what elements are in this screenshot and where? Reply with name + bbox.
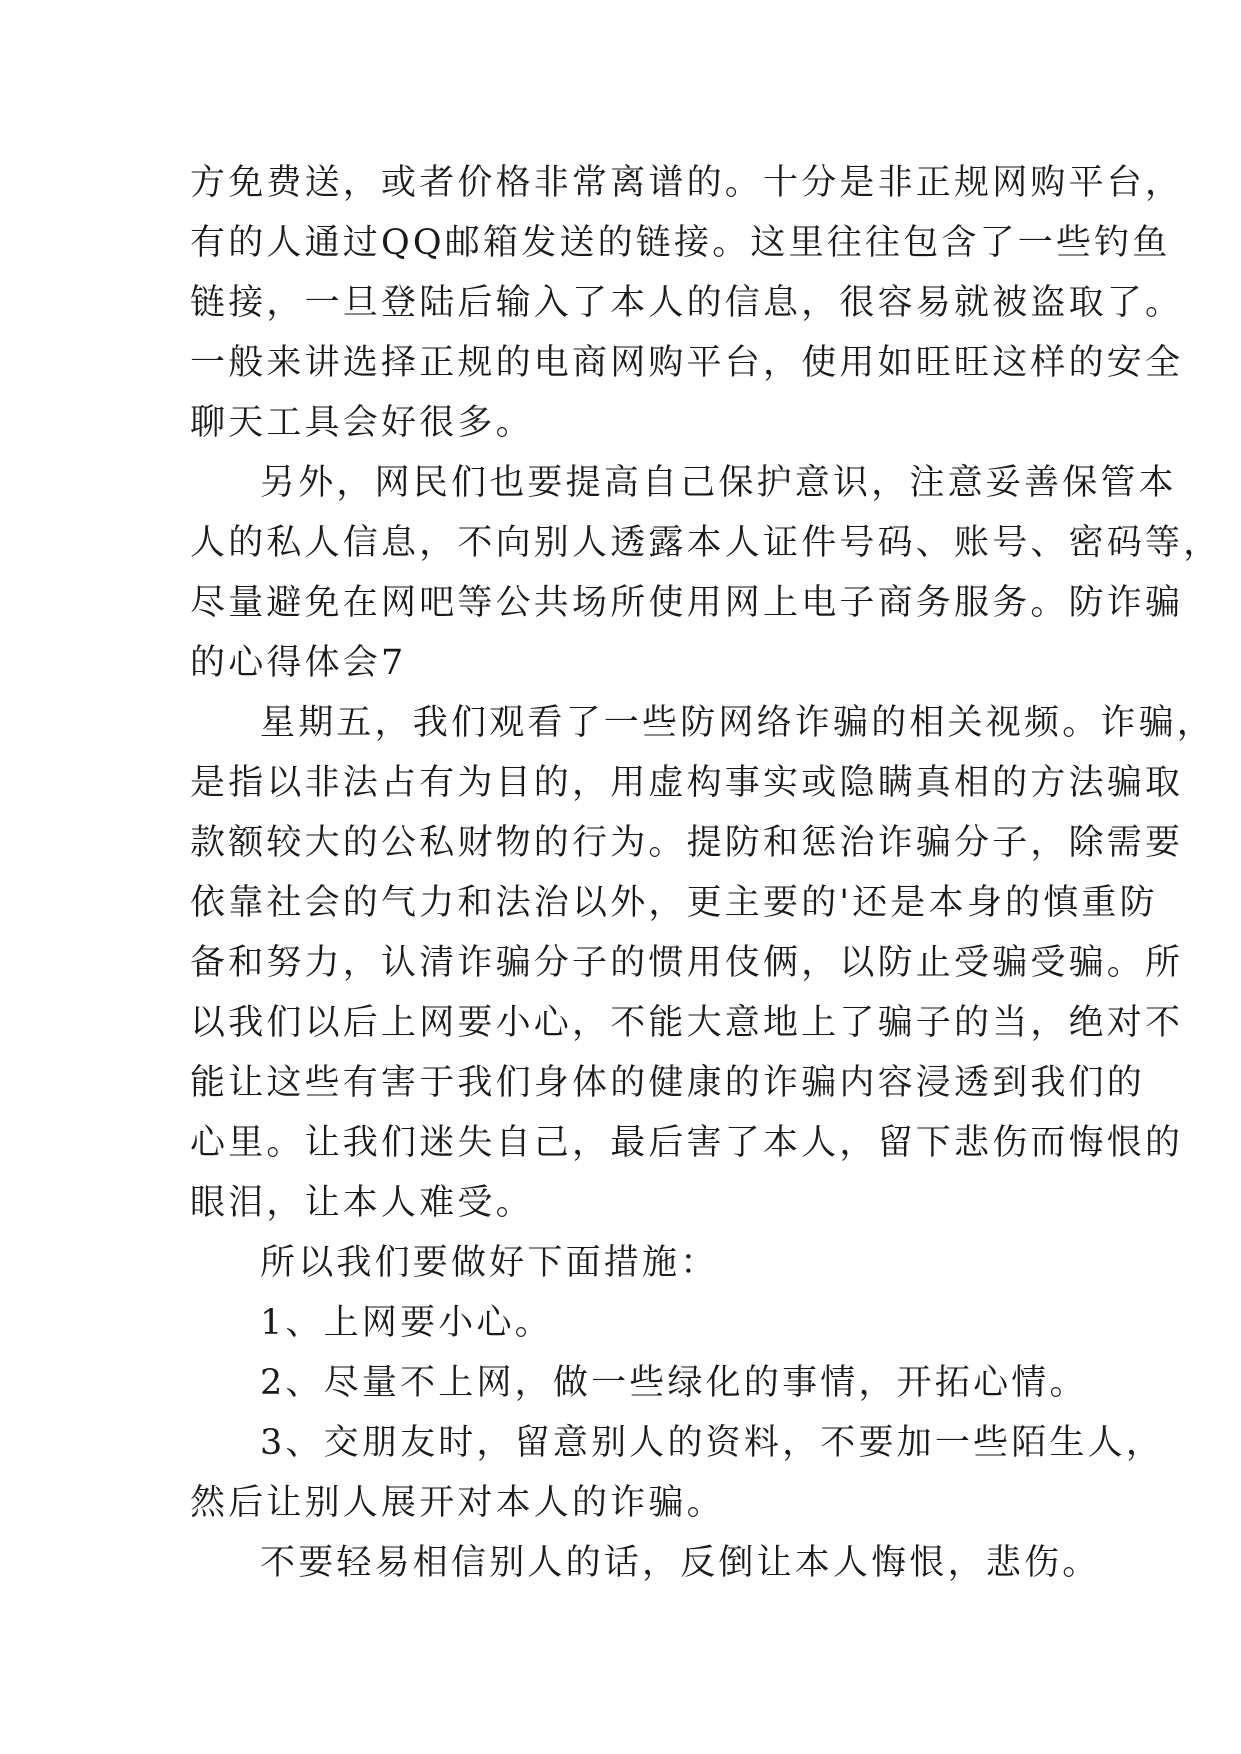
text-line: 所以我们要做好下面措施： <box>260 1243 719 1283</box>
text-line: 方免费送，或者价格非常离谱的。十分是非正规网购平台， <box>190 163 1184 203</box>
text-line: 一般来讲选择正规的电商网购平台，使用如旺旺这样的安全 <box>190 343 1184 383</box>
text-line: 的心得体会7 <box>190 643 407 683</box>
text-line: 聊天工具会好很多。 <box>190 403 534 443</box>
text-line: 不要轻易相信别人的话，反倒让本人悔恨，悲伤。 <box>260 1543 1101 1583</box>
list-item: 1、上网要小心。 <box>260 1303 553 1343</box>
list-item: 2、尽量不上网，做一些绿化的事情，开拓心情。 <box>260 1363 1088 1403</box>
text-line: 心里。让我们迷失自己，最后害了本人，留下悲伤而悔恨的 <box>190 1123 1184 1163</box>
text-line: 眼泪，让本人难受。 <box>190 1183 534 1223</box>
text-line: 链接，一旦登陆后输入了本人的信息，很容易就被盗取了。 <box>190 283 1184 323</box>
text-line: 另外，网民们也要提高自己保护意识，注意妥善保管本 <box>260 463 1177 503</box>
text-line: 人的私人信息，不向别人透露本人证件号码、账号、密码等， <box>190 523 1222 563</box>
text-line: 备和努力，认清诈骗分子的惯用伎俩，以防止受骗受骗。所 <box>190 943 1184 983</box>
text-line: 然后让别人展开对本人的诈骗。 <box>190 1483 725 1523</box>
text-line: 以我们以后上网要小心，不能大意地上了骗子的当，绝对不 <box>190 1003 1184 1043</box>
text-line: 尽量避免在网吧等公共场所使用网上电子商务服务。防诈骗 <box>190 583 1184 623</box>
text-line: 能让这些有害于我们身体的健康的诈骗内容浸透到我们的 <box>190 1063 1146 1103</box>
list-item: 3、交朋友时，留意别人的资料，不要加一些陌生人， <box>260 1423 1165 1463</box>
text-line: 款额较大的公私财物的行为。提防和惩治诈骗分子，除需要 <box>190 823 1184 863</box>
text-line: 有的人通过QQ邮箱发送的链接。这里往往包含了一些钓鱼 <box>190 223 1171 263</box>
text-line: 是指以非法占有为目的，用虚构事实或隐瞒真相的方法骗取 <box>190 763 1184 803</box>
document-page <box>190 153 1222 1593</box>
text-line: 依靠社会的气力和法治以外，更主要的'还是本身的慎重防 <box>190 883 1158 923</box>
text-line: 星期五，我们观看了一些防网络诈骗的相关视频。诈骗， <box>260 703 1216 743</box>
